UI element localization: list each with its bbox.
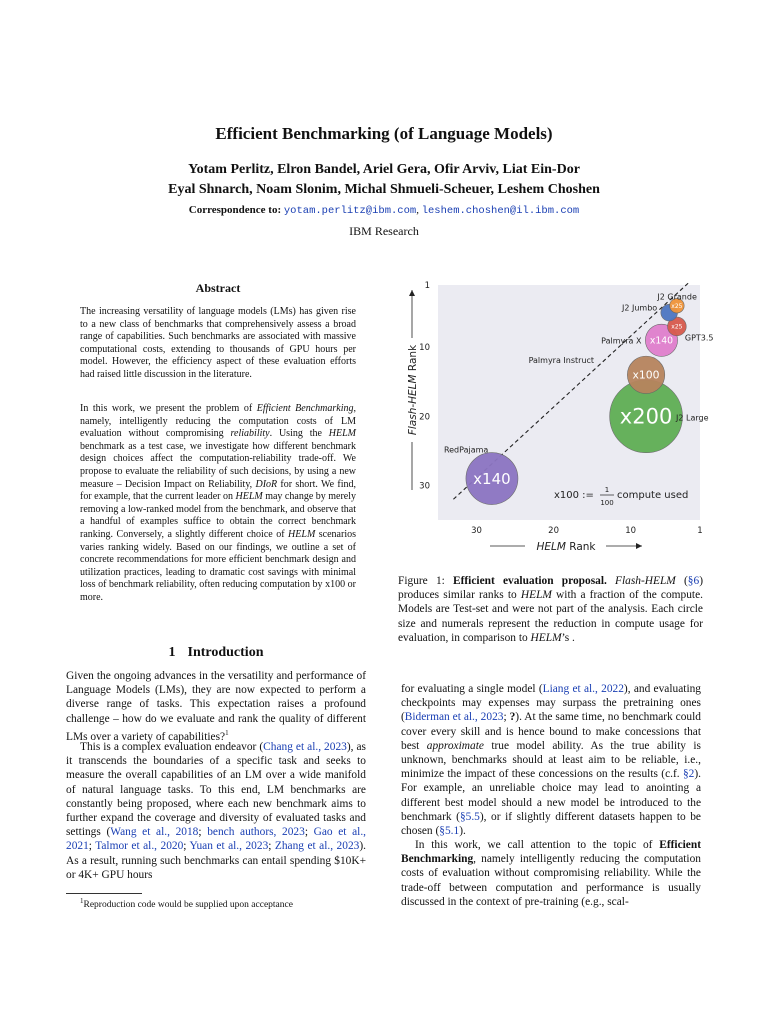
citation-link[interactable]: Wang et al., 2018	[110, 826, 199, 839]
legend-text: compute used	[617, 490, 689, 501]
data-point-name: RedPajama	[443, 445, 489, 455]
footnote-marker[interactable]: 1	[225, 728, 229, 737]
intro-paragraph-3: for evaluating a single model (Liang et al., 2022), and evaluating checkpoints may expenses may surpass the pretraining ones (Biderman et al., 2023; ?). At the same time, no benchmark could cover every skill and is hence bound to make concessions that best approximate true model ability. As the true ability is unknown, benchmarks should at least aim to be reliable, i.e., minimize the impact of these concessions on the results (c.f. §2). For example, an unreliable choice may lead to anointing a different best model should a new model be introduced to the benchmark (§5.5), or if slightly different datasets happen to be chosen (§5.1).	[401, 683, 701, 838]
x-tick-label: 10	[625, 526, 637, 536]
correspondence-label: Correspondence to:	[188, 204, 282, 216]
data-point-name: J2 Grande	[657, 292, 697, 302]
intro-paragraph-2: This is a complex evaluation endeavor (Chang et al., 2023), as it transcends the boundaries of a specific task and seeks to measure the overall capabilities of an LM over a wide manifold of natural language tasks. To this end, LM benchmarks are constantly being proposed, where each new benchmark aims to further expand the coverage and diversity of evaluated tasks and settings (Wang et al., 2018; bench authors, 2023; Gao et al., 2021; Talmor et al., 2020; Yuan et al., 2023; Zhang et al., 2023). As a result, running such benchmarks can entail spending $10K+ or 4K+ GPU hours	[66, 741, 367, 881]
abstract-paragraph-2: In this work, we present the problem of Efficient Benchmarking, namely, intelligently reducing the computation costs of LM evaluation without compromising reliability. Using the HELM benchmark as a test case, we investigate how different benchmark design choices affect the computation-reliability trade-off. We propose to evaluate the reliability of such decisions, by using a new measure – Decision Impact on Reliability, DIoR for short. We find, for example, that the current leader on HELM may change by merely removing a low-ranked model from the benchmark, and observe that a handful of examples suffice to obtain the correct benchmark ranking. Conversely, a slightly different choice of HELM scenarios varies ranking widely. Based on our findings, we outline a set of concrete recommendations for more efficient benchmark design and utilization practices, leading to dramatic cost savings with minimal loss of benchmark reliability, often reducing computation by x100 or more.	[80, 403, 357, 603]
x-axis-arrowhead	[636, 543, 642, 549]
citation-link[interactable]: Talmor et al., 2020	[95, 840, 184, 853]
email-separator: ,	[416, 204, 419, 216]
email-1[interactable]: yotam.perlitz@ibm.com	[283, 205, 417, 217]
citation-link[interactable]: Liang et al., 2022	[542, 683, 624, 695]
figure-caption: Figure 1: Efficient evaluation proposal. Flash-HELM (§6) produces similar ranks to HELM with a fraction of the compute. Models are Test-set and were not part of the analysis. Each circle size and numerals represent the reduction in compute usage for evaluation, in comparison to HELM’s .	[398, 575, 703, 644]
y-tick-label: 1	[424, 281, 430, 291]
intro-paragraph-4: In this work, we call attention to the topic of Efficient Benchmarking, namely intelligently reducing the computation costs of evaluation without compromising reliability. While the trade-off between computation and performance is usually discussed in the context of pre-training (e.g., scal-	[401, 839, 701, 908]
y-tick-label: 10	[419, 343, 430, 354]
y-tick-label: 30	[419, 481, 430, 492]
abstract-heading: Abstract	[195, 281, 241, 295]
authors-line-1: Yotam Perlitz, Elron Bandel, Ariel Gera, Ofir Arviv, Liat Ein-Dor	[188, 162, 580, 177]
citation-link[interactable]: Chang et al., 2023	[263, 741, 347, 753]
correspondence	[0, 204, 768, 217]
data-point-label: x100	[632, 368, 660, 382]
y-axis-label: Flash-HELM Rank	[407, 344, 419, 436]
y-axis-arrowhead	[409, 290, 415, 296]
data-point-name: J2 Large	[676, 413, 709, 423]
citation-link[interactable]: Biderman et al., 2023	[404, 711, 504, 724]
footnote: $^1$Reproduction code would be supplied upon acceptance	[80, 897, 293, 911]
intro-paragraph-1: Given the ongoing advances in the versatility and performance of Language Models (LMs), they are now expected to perform a diverse range of tasks. This expectation raises a profound challenge – how do we evaluate and rank the quality of different LMs over a variety of capabilities?$^1$	[66, 670, 366, 743]
x-tick-label: 20	[548, 526, 560, 536]
y-tick-label: 20	[419, 412, 430, 423]
citation-link[interactable]: Gao et al., 2021	[66, 826, 367, 853]
data-point-label: x25	[671, 302, 683, 310]
citation-link[interactable]: bench authors, 2023	[207, 826, 305, 839]
section-ref-link[interactable]: §6	[687, 575, 700, 587]
section-ref-link[interactable]: §5.1	[439, 825, 460, 838]
data-point-name: J2 Jumbo	[621, 303, 658, 313]
section-heading-introduction: 1 Introduction	[168, 645, 264, 660]
data-point-label: x140	[649, 335, 674, 347]
legend-numerator: 1	[604, 486, 610, 494]
citation-link[interactable]: Yuan et al., 2023	[189, 840, 269, 853]
footnote-rule	[66, 893, 142, 894]
legend-text: x100 :=	[554, 490, 594, 501]
data-point-label: x200	[619, 404, 673, 429]
affiliation: IBM Research	[349, 224, 419, 238]
abstract-paragraph-1: The increasing versatility of language models (LMs) has given rise to a new class of benchmarks that comprehensively assess a broad range of capabilities. Such benchmarks are associated with massive computational costs, extending to thousands of GPU hours per model. However, the efficiency aspect of these evaluation efforts had raised little discussion in the literature.	[80, 306, 356, 380]
section-ref-link[interactable]: §5.5	[459, 810, 480, 823]
section-ref-link[interactable]: §2	[682, 768, 695, 781]
x-tick-label: 1	[697, 526, 703, 536]
figure-1-chart	[400, 280, 714, 560]
legend-denominator: 100	[600, 499, 614, 507]
paper-title: Efficient Benchmarking (of Language Models)	[215, 124, 553, 143]
data-point-name: Palmyra X	[601, 336, 642, 346]
authors-line-2: Eyal Shnarch, Noam Slonim, Michal Shmueli-Scheuer, Leshem Choshen	[168, 182, 600, 197]
data-point-name: GPT3.5	[684, 333, 714, 343]
x-tick-label: 30	[471, 526, 482, 536]
email-2[interactable]: leshem.choshen@il.ibm.com	[421, 205, 580, 217]
data-point-name: Palmyra Instruct	[528, 355, 595, 365]
citation-link[interactable]: Zhang et al., 2023	[274, 840, 360, 853]
data-point-label: x25	[671, 323, 683, 331]
x-axis-label: HELM Rank	[536, 541, 596, 553]
data-point-label: x140	[473, 469, 511, 488]
